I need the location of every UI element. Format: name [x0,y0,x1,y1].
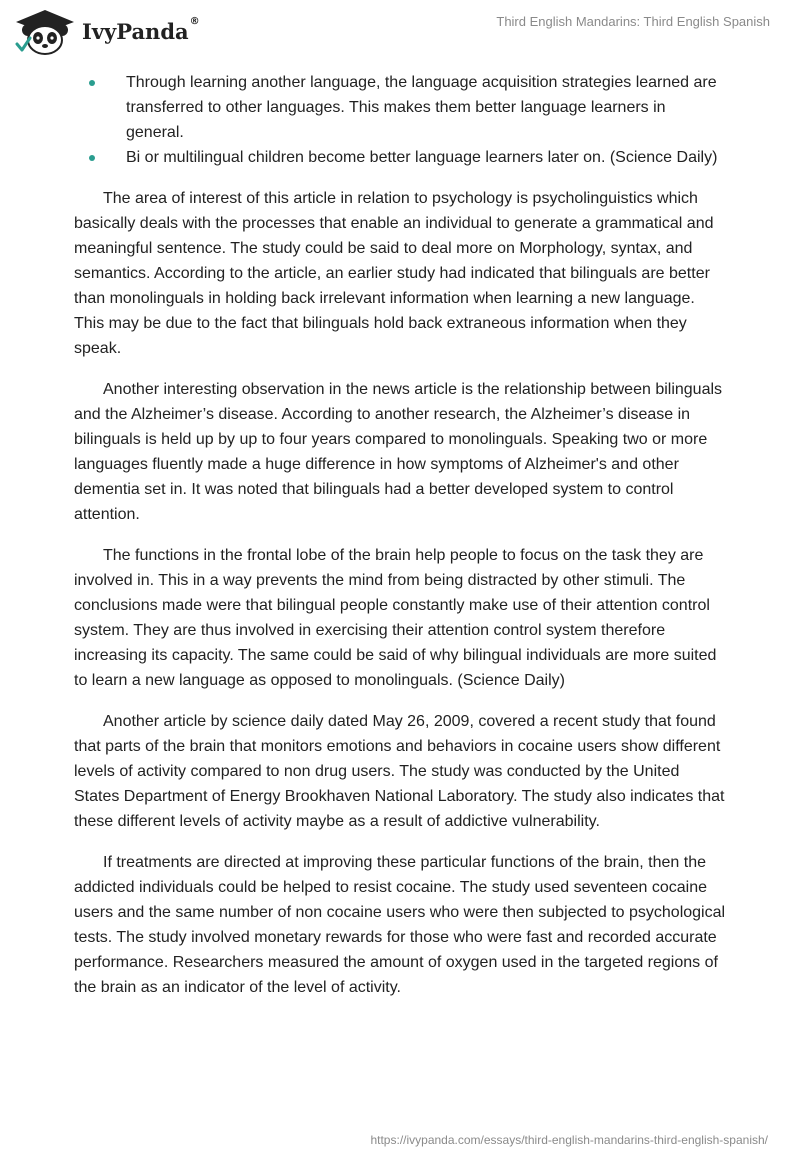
paragraph: If treatments are directed at improving these particular functions of the brain, then the addicted individuals could be helped to resist cocaine. The study used seventeen cocaine users and the same number of non cocaine users who were then subjected to psychological tests. The study involved monetary rewards for those who were fast and recorded accurate performance. Researchers measured the amount of oxygen used in the targeted regions of the brain as an indicator of the level of activity. [74,854,726,996]
logo-text: IvyPanda [82,19,189,44]
source-url[interactable]: https://ivypanda.com/essays/third-english-mandarins-third-english-spanish/ [370,1133,768,1147]
paragraph: The area of interest of this article in relation to psychology is psycholinguistics which basically deals with the processes that enable an individual to generate a grammatical and meaningful sentence. The study could be said to deal more on Morphology, syntax, and semantics. According to the article, an earlier study had indicated that bilinguals are better than monolinguals in holding back irrelevant information when learning a new language. This may be due to the fact that bilinguals hold back extraneous information when they speak. [74,190,714,357]
logo-wordmark [82,16,200,44]
paragraph: Another interesting observation in the news article is the relationship between bilinguals and the Alzheimer’s disease. According to another research, the Alzheimer’s disease in bilinguals is held up by up to four years compared to monolinguals. Speaking two or more languages fluently made a huge difference in how symptoms of Alzheimer's and other dementia set in. It was noted that bilinguals had a better developed system to control attention. [74,381,723,523]
paragraph: The functions in the frontal lobe of the brain help people to focus on the task they are involved in. This in a way prevents the mind from being distracted by other stimuli. The conclusions made were that bilingual people constantly make use of their attention control system. They are thus involved in exercising their attention control system therefore increasing its capacity. The same could be said of why bilingual individuals are more suited to learn a new language as opposed to monolinguals. (Science Daily) [74,547,717,689]
list-item [74,145,726,170]
bullet-icon [89,80,95,86]
registered-mark: ® [189,16,200,27]
bullet-list [74,70,726,170]
panda-graduate-icon [14,6,76,56]
ivypanda-logo[interactable] [14,6,214,56]
list-item-text: Bi or multilingual children become better language learners later on. (Science Daily) [126,149,718,166]
bullet-icon [89,155,95,161]
list-item-text: Through learning another language, the language acquisition strategies learned are transferred to other languages. This makes them better language learners in general. [126,74,717,141]
document-title: Third English Mandarins: Third English Spanish [496,14,770,29]
list-item [74,70,726,145]
essay-body [74,70,726,1000]
page-header [0,0,800,64]
paragraph: Another article by science daily dated May 26, 2009, covered a recent study that found that parts of the brain that monitors emotions and behaviors in cocaine users show different levels of activity compared to non drug users. The study was conducted by the United States Department of Energy Brookhaven National Laboratory. The study also indicates that these different levels of activity maybe as a result of addictive vulnerability. [74,713,725,830]
